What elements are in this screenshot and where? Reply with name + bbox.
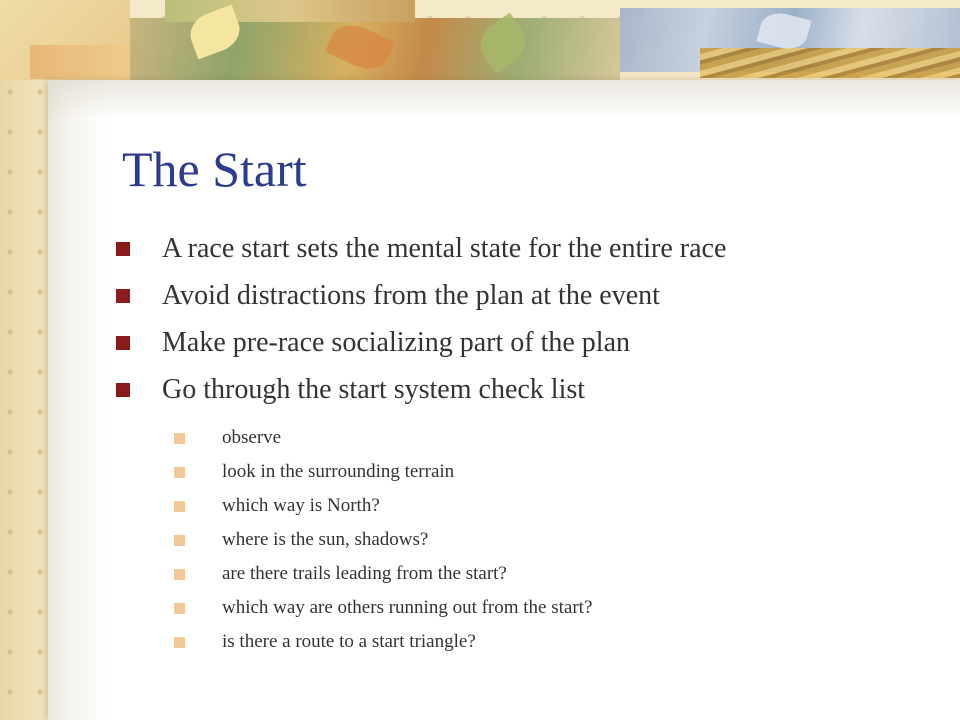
decorative-left-strip bbox=[0, 0, 48, 720]
decorative-banner bbox=[0, 0, 960, 80]
bullet-item bbox=[116, 225, 726, 272]
square-bullet-icon bbox=[116, 289, 130, 303]
square-sub-bullet-icon bbox=[174, 603, 185, 614]
sub-bullet-text: observe bbox=[222, 427, 282, 448]
square-sub-bullet-icon bbox=[174, 467, 185, 478]
square-bullet-icon bbox=[116, 336, 130, 350]
sub-bullet-item bbox=[174, 489, 592, 523]
square-sub-bullet-icon bbox=[174, 501, 185, 512]
bullet-list bbox=[116, 225, 726, 413]
bullet-item bbox=[116, 366, 726, 413]
square-sub-bullet-icon bbox=[174, 535, 185, 546]
sub-bullet-text: which way are others running out from the start? bbox=[222, 597, 593, 618]
bullet-text: A race start sets the mental state for the entire race bbox=[162, 232, 727, 264]
square-bullet-icon bbox=[116, 383, 130, 397]
bullet-text: Avoid distractions from the plan at the event bbox=[162, 279, 660, 311]
slide-title: The Start bbox=[122, 141, 307, 197]
sub-bullet-text: is there a route to a start triangle? bbox=[222, 631, 476, 652]
sub-bullet-list bbox=[174, 421, 592, 659]
bullet-text: Go through the start system check list bbox=[162, 373, 586, 405]
bullet-text: Make pre-race socializing part of the plan bbox=[162, 326, 631, 358]
sub-bullet-item bbox=[174, 625, 592, 659]
sub-bullet-item bbox=[174, 557, 592, 591]
banner-tile bbox=[700, 48, 960, 78]
sub-bullet-text: where is the sun, shadows? bbox=[222, 529, 429, 550]
sub-bullet-item bbox=[174, 455, 592, 489]
bullet-item bbox=[116, 319, 726, 366]
square-sub-bullet-icon bbox=[174, 637, 185, 648]
sub-bullet-item bbox=[174, 523, 592, 557]
sub-bullet-text: look in the surrounding terrain bbox=[222, 461, 455, 482]
square-bullet-icon bbox=[116, 242, 130, 256]
bullet-item bbox=[116, 272, 726, 319]
sub-bullet-text: are there trails leading from the start? bbox=[222, 563, 507, 584]
sub-bullet-item bbox=[174, 591, 592, 625]
panel-shadow bbox=[48, 80, 960, 120]
square-sub-bullet-icon bbox=[174, 569, 185, 580]
square-sub-bullet-icon bbox=[174, 433, 185, 444]
sub-bullet-text: which way is North? bbox=[222, 495, 380, 516]
sub-bullet-item bbox=[174, 421, 592, 455]
